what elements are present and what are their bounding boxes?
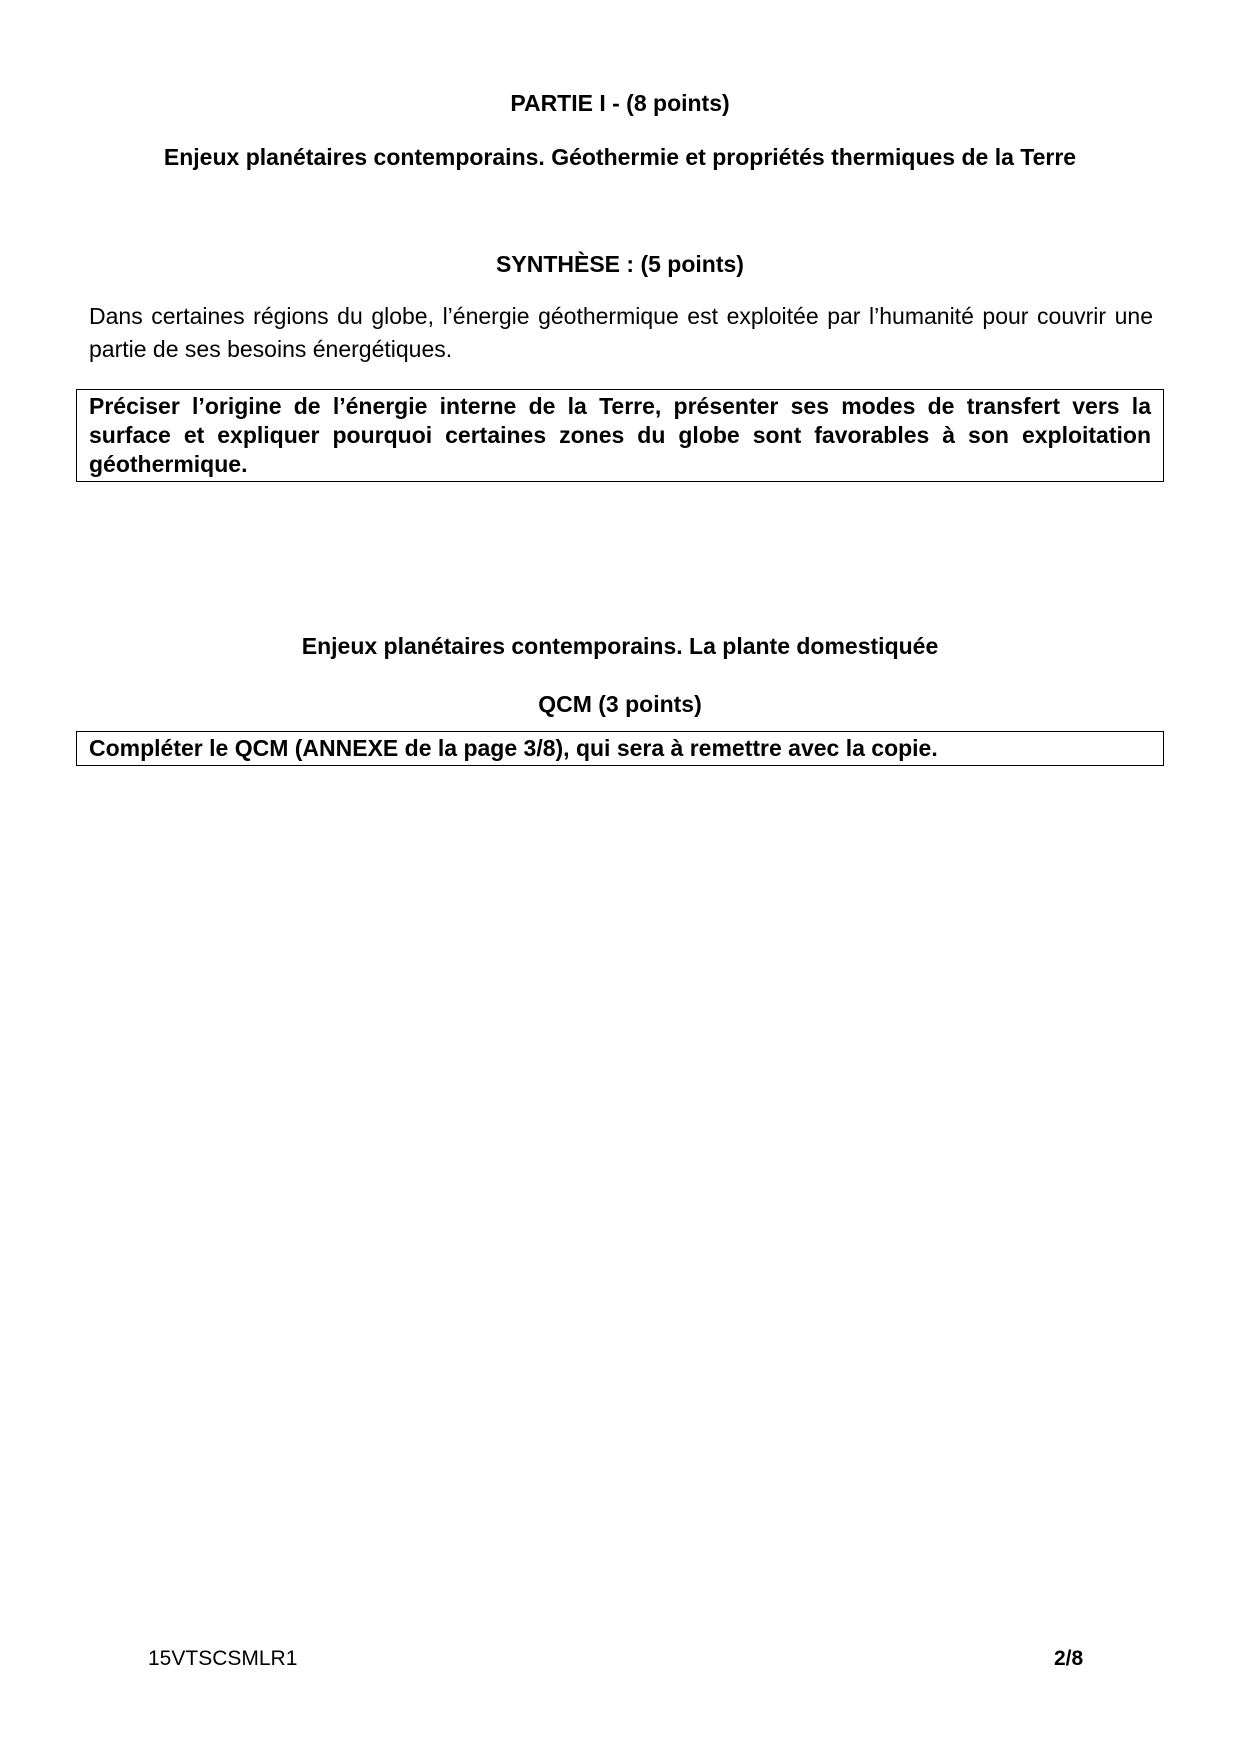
partie-title: PARTIE I - (8 points) [510, 90, 730, 116]
section1-title: Enjeux planétaires contemporains. Géothermie et propriétés thermiques de la Terre [163, 144, 1077, 170]
section2-title: Enjeux planétaires contemporains. La plante domestiquée [301, 633, 939, 659]
section2-subtitle: QCM (3 points) [538, 691, 702, 717]
section1-task-box: Préciser l’origine de l’énergie interne de la Terre, présenter ses modes de transfert vers la surface et expliquer pourquoi certaines zones du globe sont favorables à son exploitation géothermique. [76, 389, 1164, 482]
section1-intro: Dans certaines régions du globe, l’énergie géothermique est exploitée par l’humanité pour couvrir une partie de ses besoins énergétiques. [89, 303, 1153, 362]
section1-subtitle: SYNTHÈSE : (5 points) [496, 251, 744, 277]
section2-task-box: Compléter le QCM (ANNEXE de la page 3/8), qui sera à remettre avec la copie. [76, 731, 1164, 766]
footer-code: 15VTSCSMLR1 [148, 1647, 298, 1670]
footer-page-number: 2/8 [1054, 1647, 1084, 1670]
